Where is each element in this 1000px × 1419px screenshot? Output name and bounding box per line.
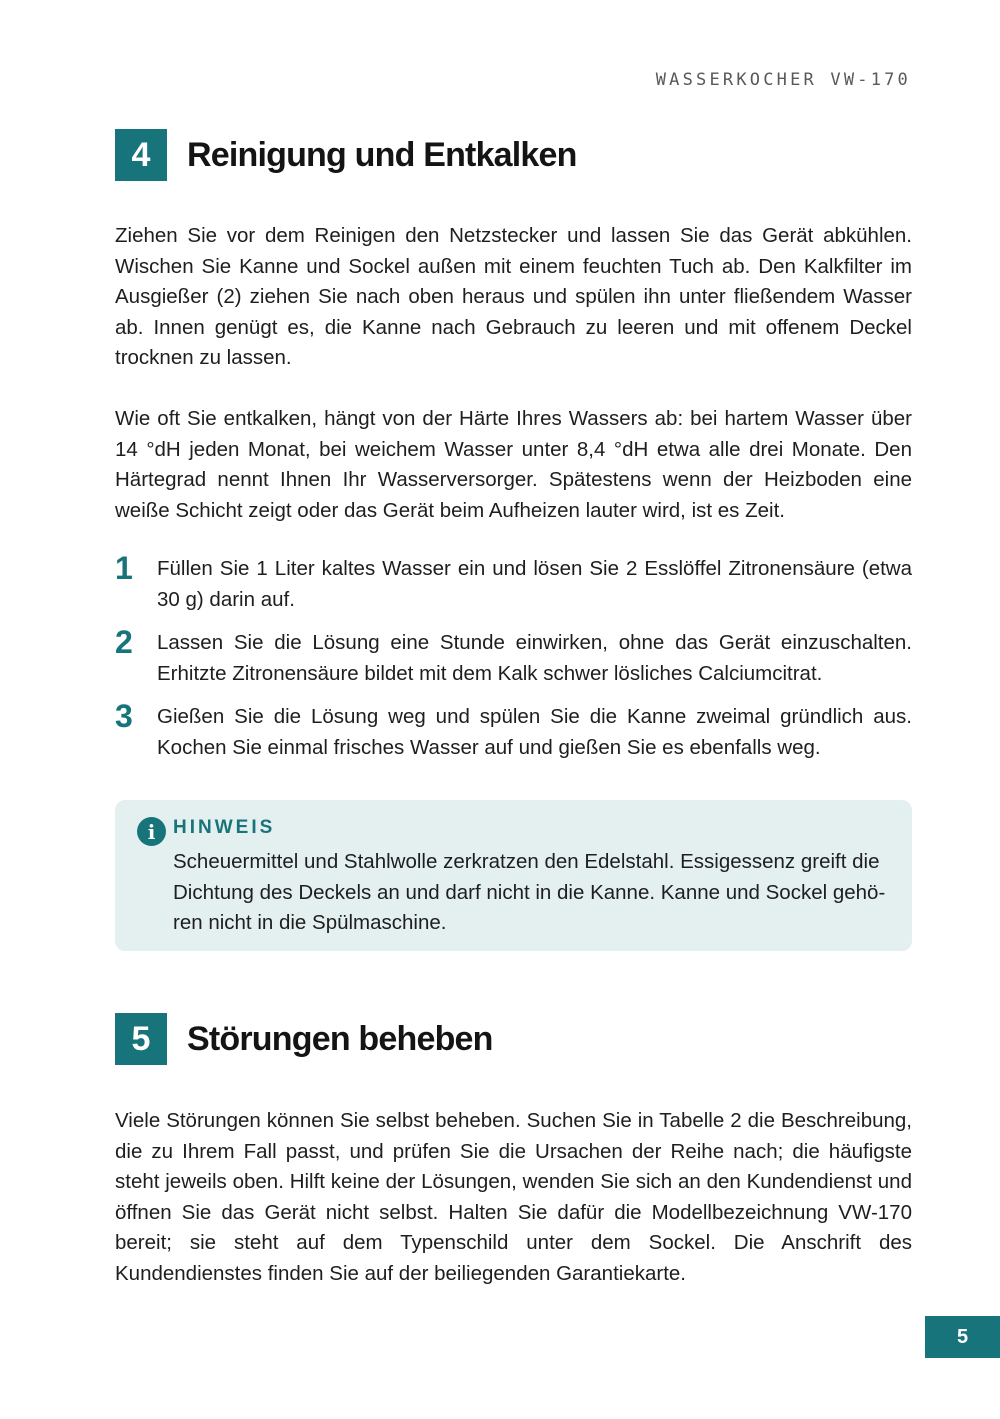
step-item bbox=[115, 550, 912, 615]
section-5-heading bbox=[115, 1013, 493, 1065]
step-number: 2 bbox=[115, 624, 133, 660]
section-number-badge: 5 bbox=[115, 1013, 167, 1065]
step-text: Füllen Sie 1 Liter kaltes Wasser ein und lösen Sie 2 Esslöffel Zitronensäure (etwa 30 g) darin auf. bbox=[157, 557, 912, 611]
step-number: 3 bbox=[115, 698, 133, 734]
note-label: HINWEIS bbox=[173, 817, 276, 838]
step-text: Gießen Sie die Lösung weg und spülen Sie die Kanne zweimal gründlich aus. Kochen Sie einmal frisches Wasser auf und gießen Sie es ebenfalls weg. bbox=[157, 705, 912, 759]
section-4-heading bbox=[115, 129, 577, 181]
cleaning-paragraph: Ziehen Sie vor dem Reinigen den Netzstecker und lassen Sie das Gerät abkühlen. Wischen Sie Kanne und Sockel außen mit einem feuchten Tuch ab. Den Kalkfilter im Ausgießer (2) ziehen Sie nach oben heraus und spülen ihn unter fließendem Wasser ab. Innen genügt es, die Kanne nach Gebrauch zu leeren und mit offenem Deckel trocknen zu lassen. bbox=[115, 224, 912, 369]
step-item bbox=[115, 624, 912, 689]
step-item bbox=[115, 698, 912, 763]
descaling-steps bbox=[115, 550, 912, 776]
info-icon: i bbox=[137, 817, 166, 846]
troubleshooting-paragraph: Viele Störungen können Sie selbst beheben. Suchen Sie in Tabelle 2 die Beschreibung, die zu Ihrem Fall passt, und prüfen Sie die Ursachen der Reihe nach; die häufigste steht jeweils oben. Hilft keine der Lösungen, wenden Sie sich an den Kundendienst und öffnen Sie das Gerät nicht selbst. Halten Sie dafür die Modellbezeichnung VW-170 bereit; sie steht auf dem Typenschild unter dem Sockel. Die Anschrift des Kundendienstes finden Sie auf der beiliegenden Garantiekarte. bbox=[115, 1109, 912, 1285]
note-box bbox=[115, 800, 912, 951]
note-text: Scheuermittel und Stahlwolle zerkratzen den Edelstahl. Essigessenz greift die Dichtung des Deckels an und darf nicht in die Kanne. Kanne und Sockel gehören nicht in die Spülmaschine. bbox=[173, 850, 886, 934]
descaling-paragraph: Wie oft Sie entkalken, hängt von der Härte Ihres Wassers ab: bei hartem Wasser über 14 °dH jeden Monat, bei weichem Wasser unter 8,4 °dH etwa alle drei Monate. Den Härtegrad nennt Ihnen Ihr Wasserversorger. Spätestens wenn der Heizboden eine weiße Schicht zeigt oder das Gerät beim Aufheizen lauter wird, ist es Zeit. bbox=[115, 407, 912, 522]
running-head: WASSERKOCHER VW-170 bbox=[655, 70, 911, 90]
section-title: Störungen beheben bbox=[187, 1019, 493, 1058]
section-number-badge: 4 bbox=[115, 129, 167, 181]
section-title: Reinigung und Entkalken bbox=[187, 135, 577, 174]
step-text: Lassen Sie die Lösung eine Stunde einwirken, ohne das Gerät einzuschalten. Erhitzte Zitronensäure bildet mit dem Kalk schwer lösliches Calciumcitrat. bbox=[157, 631, 912, 685]
page-number: 5 bbox=[925, 1316, 1000, 1358]
step-number: 1 bbox=[115, 550, 133, 586]
